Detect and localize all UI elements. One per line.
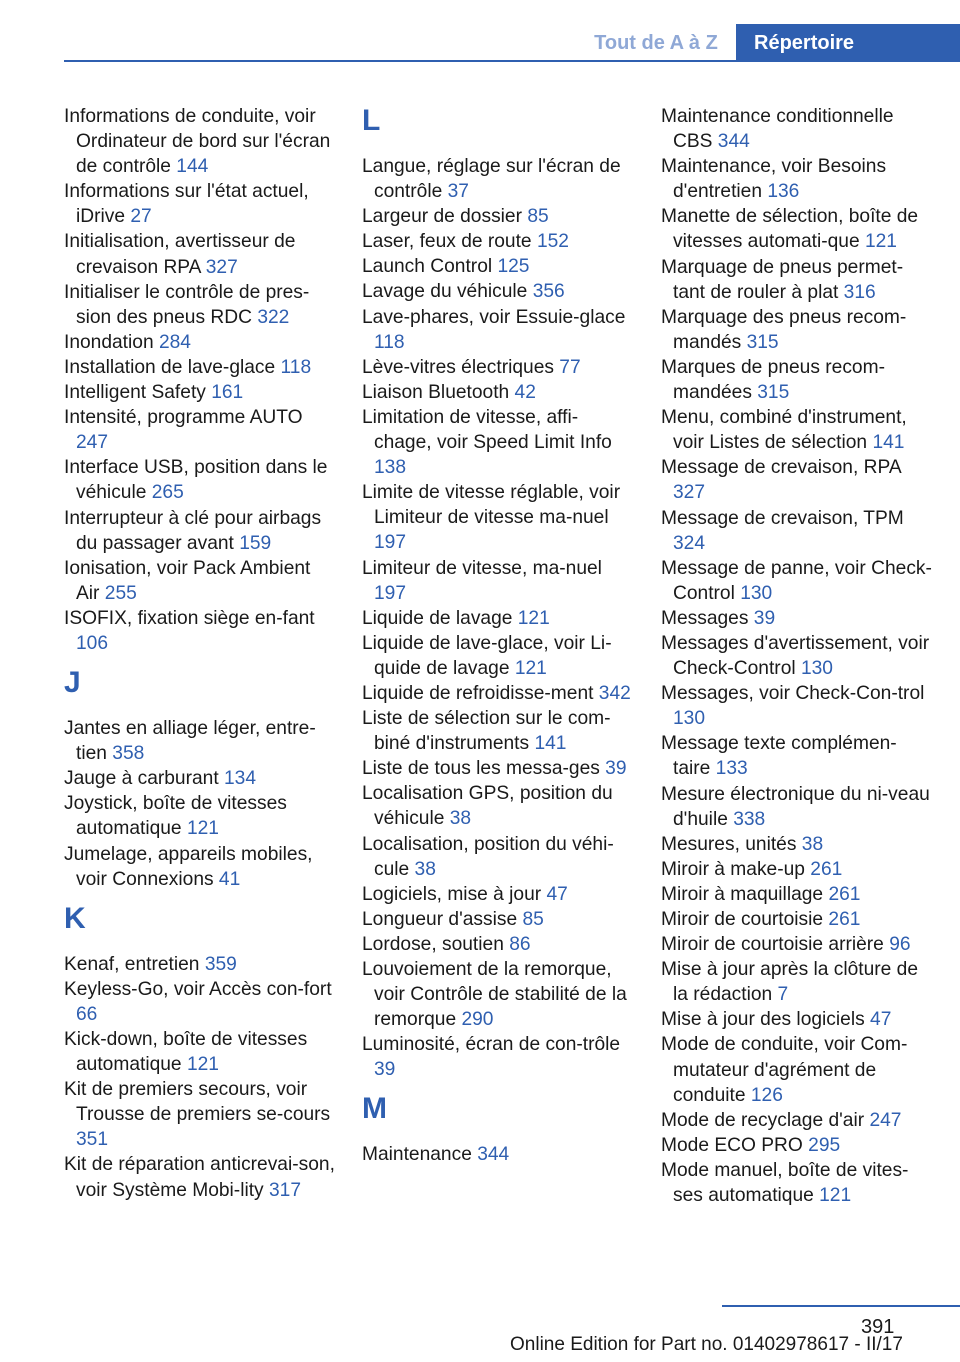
index-entry-text: Miroir à make-up [661, 858, 811, 880]
header-active-tab[interactable]: Répertoire [736, 24, 960, 62]
page-link[interactable]: 86 [509, 933, 531, 955]
index-entry-text: Jumelage, appareils mobiles, voir Connexions [64, 843, 313, 890]
index-entry-text: Messages [661, 607, 754, 629]
page-link[interactable]: 324 [673, 532, 706, 554]
page-link[interactable]: 316 [843, 281, 876, 303]
index-entry [661, 832, 933, 857]
index-entry-text: Mesures, unités [661, 833, 802, 855]
index-entry [362, 781, 634, 831]
index-entry [661, 932, 933, 957]
index-entry-text: Marquage des pneus recom-mandés [661, 306, 907, 353]
index-entry [64, 766, 336, 791]
index-entry [661, 907, 933, 932]
index-entry-text: Liste de tous les messa-ges [362, 758, 606, 780]
index-entry-text: Miroir à maquillage [661, 883, 829, 905]
index-entry-text: Langue, réglage sur l'écran de contrôle [362, 156, 621, 203]
page-link[interactable]: 358 [112, 743, 145, 765]
page-link[interactable]: 47 [870, 1009, 892, 1031]
index-entry-text: Limitation de vitesse, affi-chage, voir Speed Limit Info [362, 406, 612, 454]
index-entry-text: Message de crevaison, RPA [661, 457, 901, 479]
index-entry-text: Lève-vitres électriques [362, 356, 560, 378]
index-entry [362, 907, 634, 932]
index-entry [661, 1133, 933, 1158]
index-entry [661, 857, 933, 882]
index-entry-text: Mode de conduite, voir Com-mutateur d'agrément de conduite [661, 1034, 908, 1106]
page-link[interactable]: 106 [76, 632, 109, 654]
index-entry [362, 1142, 634, 1167]
page-link[interactable]: 359 [204, 953, 237, 975]
index-entry [661, 255, 933, 305]
index-entry [661, 506, 933, 556]
index-entry [661, 606, 933, 631]
index-entry [64, 606, 336, 656]
index-entry-text: Marquage de pneus permet-tant de rouler à plat [661, 256, 904, 303]
index-entry-text: Logiciels, mise à jour [362, 883, 547, 905]
page-link[interactable]: 144 [176, 156, 209, 178]
index-entry-text: Liste de sélection sur le com-biné d'instruments [362, 708, 611, 755]
index-entry [661, 957, 933, 1007]
index-entry-text: Limite de vitesse réglable, voir Limiteur de vitesse ma-nuel [362, 482, 621, 529]
index-entry-text: Lave-phares, voir Essuie-glace [362, 306, 626, 328]
index-entry [64, 791, 336, 841]
page-link[interactable]: 118 [280, 356, 312, 378]
index-entry-text: Liquide de lavage [362, 607, 518, 629]
index-entry-text: Localisation GPS, position du véhicule [362, 783, 613, 830]
index-entry [362, 932, 634, 957]
index-entry-text: Kick-down, boîte de vitesses automatique [64, 1029, 308, 1076]
index-entry-text: Liquide de lave-glace, voir Li-quide de lavage [362, 632, 612, 679]
index-entry-text: Miroir de courtoisie [661, 909, 829, 930]
header-section-tab[interactable]: Tout de A à Z [594, 32, 718, 54]
index-entry [362, 480, 634, 555]
index-entry-text: Maintenance [362, 1144, 478, 1166]
index-entry [64, 1077, 336, 1152]
page-link[interactable]: 197 [374, 582, 407, 604]
header-rule [64, 60, 960, 62]
page-link[interactable]: 327 [673, 482, 706, 504]
index-entry [362, 229, 634, 254]
index-entry-text: Marques de pneus recom-mandées [661, 356, 885, 404]
footer-rule [722, 1305, 960, 1307]
index-entry-text: Joystick, boîte de vitesses automatique [64, 793, 287, 840]
index-entry [362, 380, 634, 405]
page-link[interactable]: 126 [750, 1084, 783, 1106]
page-link[interactable]: 133 [715, 758, 748, 780]
page-link[interactable]: 141 [534, 733, 567, 755]
index-entry [661, 1032, 933, 1107]
index-entry [362, 1032, 634, 1082]
index-entry [362, 204, 634, 229]
index-letter-heading: M [362, 1092, 387, 1126]
page-link[interactable]: 261 [828, 909, 861, 930]
page-link[interactable]: 85 [522, 908, 544, 930]
index-entry-text: Message de panne, voir Check-Control [661, 557, 932, 604]
index-entry [661, 1158, 933, 1208]
index-entry-text: Intelligent Safety [64, 382, 212, 404]
index-entry [362, 355, 634, 380]
page-link[interactable]: 338 [733, 808, 766, 830]
index-entry [64, 405, 336, 455]
index-column-2 [362, 104, 634, 1168]
index-entry [362, 279, 634, 304]
page-link[interactable]: 327 [205, 256, 238, 278]
index-entry-text: Interface USB, position dans le véhicule [64, 457, 328, 504]
index-entry [64, 380, 336, 405]
index-entry-text: Message texte complémen-taire [661, 733, 897, 780]
index-entry-text: Initialisation, avertisseur de crevaison RPA [64, 231, 296, 278]
index-entry [661, 731, 933, 781]
page-link[interactable]: 37 [447, 181, 469, 203]
index-entry-text: Louvoiement de la remorque, voir Contrôle de stabilité de la remorque [362, 959, 627, 1031]
page-link[interactable]: 315 [757, 382, 790, 404]
page-link[interactable]: 7 [777, 984, 789, 1006]
index-entry-text: Initialiser le contrôle de pres-sion des pneus RDC [64, 281, 310, 328]
index-entry [362, 957, 634, 1032]
index-entry-text: Mode manuel, boîte de vites-ses automatique [661, 1159, 909, 1207]
page-link[interactable]: 47 [546, 883, 568, 905]
index-entry-text: Miroir de courtoisie arrière [661, 934, 890, 956]
page-link[interactable]: 356 [532, 281, 565, 303]
index-entry-text: Messages d'avertissement, voir Check-Control [661, 632, 930, 680]
index-letter-heading: J [64, 666, 81, 700]
index-entry-text: Mode ECO PRO [661, 1134, 809, 1156]
index-entry [362, 556, 634, 606]
page-link[interactable]: 255 [104, 582, 137, 604]
index-entry-text: Maintenance conditionnelle CBS [661, 106, 894, 153]
index-entry [64, 355, 336, 380]
page-link[interactable]: 39 [374, 1059, 396, 1081]
index-entry-text: Messages, voir Check-Con-trol [661, 683, 925, 705]
page-link[interactable]: 290 [461, 1009, 494, 1031]
index-entry-text: Informations sur l'état actuel, iDrive [64, 181, 309, 228]
index-entry-text: Limiteur de vitesse, ma-nuel [362, 557, 602, 579]
index-entry-text: Maintenance, voir Besoins d'entretien [661, 156, 887, 203]
page-link[interactable]: 261 [828, 883, 861, 905]
page-link[interactable]: 136 [767, 181, 800, 203]
index-entry-text: Mise à jour après la clôture de la rédaction [661, 959, 919, 1006]
page-link[interactable]: 247 [869, 1109, 902, 1131]
index-entry [64, 104, 336, 179]
index-entry-text: Liquide de refroidisse-ment [362, 682, 599, 704]
index-entry [661, 355, 933, 405]
index-entry [362, 832, 634, 882]
index-entry-text: Manette de sélection, boîte de vitesses automati-que [661, 206, 919, 253]
edition-note: Online Edition for Part no. 01402978617 - II/17 [510, 1334, 903, 1355]
page-link[interactable]: 42 [514, 381, 536, 403]
page-link[interactable]: 317 [268, 1179, 301, 1201]
index-entry [362, 305, 634, 355]
page-link[interactable]: 66 [76, 1003, 98, 1025]
index-entry-text: Lavage du véhicule [362, 281, 533, 303]
page-link[interactable]: 265 [151, 482, 184, 504]
index-entry [661, 631, 933, 681]
index-entry [64, 842, 336, 892]
index-entry [64, 179, 336, 229]
index-entry [64, 506, 336, 556]
page-link[interactable]: 315 [746, 331, 779, 353]
index-entry-text: Longueur d'assise [362, 908, 523, 930]
index-entry [362, 756, 634, 781]
index-entry-text: Informations de conduite, voir Ordinateur de bord sur l'écran de contrôle [64, 106, 331, 178]
page-link[interactable]: 261 [810, 858, 843, 880]
page-link[interactable]: 152 [536, 231, 569, 253]
page-link[interactable]: 77 [559, 356, 581, 378]
index-entry-text: Laser, feux de route [362, 231, 537, 253]
page-link[interactable]: 39 [753, 607, 776, 629]
page-link[interactable]: 134 [224, 768, 257, 790]
index-entry [64, 1152, 336, 1202]
index-entry-text: Largeur de dossier [362, 206, 528, 228]
index-entry-text: Jantes en alliage léger, entre-tien [64, 718, 316, 765]
page-link[interactable]: 161 [211, 382, 244, 404]
page-link[interactable]: 85 [527, 206, 549, 228]
page-link[interactable]: 351 [76, 1129, 109, 1151]
page-link[interactable]: 247 [76, 432, 109, 454]
page-link[interactable]: 121 [514, 657, 547, 679]
index-entry [64, 556, 336, 606]
index-entry-text: Inondation [64, 331, 159, 353]
index-entry [362, 706, 634, 756]
index-entry-text: Menu, combiné d'instrument, voir Listes de sélection [661, 407, 907, 454]
page-link[interactable]: 121 [517, 607, 550, 629]
index-entry [362, 882, 634, 907]
index-entry-text: Ionisation, voir Pack Ambient Air [64, 557, 311, 604]
index-entry [64, 330, 336, 355]
page-link[interactable]: 121 [819, 1185, 852, 1207]
index-letter-heading: L [362, 104, 381, 137]
index-entry [64, 952, 336, 977]
index-entry [661, 204, 933, 254]
page-link[interactable]: 295 [808, 1134, 841, 1156]
index-entry-text: Mode de recyclage d'air [661, 1109, 870, 1131]
page-link[interactable]: 38 [449, 808, 472, 830]
index-entry-text: Liaison Bluetooth [362, 381, 515, 403]
page-link[interactable]: 125 [497, 256, 530, 278]
page-link[interactable]: 121 [186, 1054, 219, 1076]
index-entry [661, 455, 933, 505]
page-link[interactable]: 159 [239, 532, 272, 554]
page-link[interactable]: 39 [605, 758, 627, 780]
index-entry [64, 1027, 336, 1077]
page-link[interactable]: 322 [257, 306, 290, 328]
index-entry [362, 631, 634, 681]
index-entry-text: Kit de premiers secours, voir Trousse de premiers se-cours [64, 1079, 331, 1126]
index-entry [661, 882, 933, 907]
index-entry-text: Intensité, programme AUTO [64, 407, 303, 429]
page-link[interactable]: 344 [477, 1144, 510, 1166]
page-number: 391 [861, 1316, 895, 1338]
index-entry [64, 977, 336, 1027]
index-entry [661, 556, 933, 606]
index-entry [64, 716, 336, 766]
index-letter-heading: K [64, 901, 86, 935]
page-link[interactable]: 121 [864, 231, 897, 253]
page-link[interactable]: 138 [374, 457, 407, 479]
index-entry [362, 681, 634, 706]
page-link[interactable]: 38 [801, 833, 824, 855]
page-link[interactable]: 342 [598, 682, 631, 704]
index-entry [661, 154, 933, 204]
index-entry-text: Interrupteur à clé pour airbags du passager avant [64, 507, 322, 554]
page-link[interactable]: 96 [889, 934, 911, 956]
index-entry-text: Lordose, soutien [362, 933, 510, 955]
index-entry [64, 280, 336, 330]
index-entry [661, 1007, 933, 1032]
page-link[interactable]: 27 [130, 206, 152, 228]
page-link[interactable]: 38 [414, 858, 436, 880]
index-entry-text: Keyless-Go, voir Accès con-fort [64, 978, 332, 1000]
index-entry [661, 1108, 933, 1133]
index-entry [661, 782, 933, 832]
index-entry-text: Mise à jour des logiciels [661, 1009, 871, 1031]
index-entry-text: ISOFIX, fixation siège en-fant [64, 607, 315, 629]
page-link[interactable]: 141 [872, 432, 905, 454]
page-link[interactable]: 121 [186, 818, 219, 840]
page-link[interactable]: 118 [374, 331, 405, 353]
page-link[interactable]: 344 [717, 131, 750, 153]
index-entry-text: Installation de lave-glace [64, 356, 281, 378]
index-entry [362, 606, 634, 631]
page-link[interactable]: 130 [740, 582, 773, 604]
index-column-1 [64, 104, 336, 1203]
index-entry-text: Mesure électronique du ni-veau d'huile [661, 783, 930, 830]
index-entry [661, 305, 933, 355]
index-entry [64, 229, 336, 279]
index-entry-text: Luminosité, écran de con-trôle [362, 1034, 621, 1056]
index-column-3 [661, 104, 933, 1208]
index-entry [64, 455, 336, 505]
index-entry [661, 681, 933, 731]
index-entry [661, 405, 933, 455]
page-link[interactable]: 130 [800, 658, 833, 680]
index-entry-text: Localisation, position du véhi-cule [362, 833, 614, 880]
index-entry [661, 104, 933, 154]
page-link[interactable]: 284 [158, 331, 191, 353]
index-entry-text: Kit de réparation anticrevai-son, voir Système Mobi-lity [64, 1154, 335, 1201]
index-entry-text: Launch Control [362, 256, 498, 278]
page-link[interactable]: 130 [673, 708, 706, 730]
index-entry-text: Jauge à carburant [64, 768, 225, 790]
page-link[interactable]: 197 [374, 532, 407, 554]
index-entry [362, 154, 634, 204]
index-entry-text: Kenaf, entretien [64, 953, 205, 975]
index-entry [362, 254, 634, 279]
index-entry [362, 405, 634, 480]
page-link[interactable]: 41 [218, 868, 241, 890]
index-entry-text: Message de crevaison, TPM [661, 507, 904, 529]
